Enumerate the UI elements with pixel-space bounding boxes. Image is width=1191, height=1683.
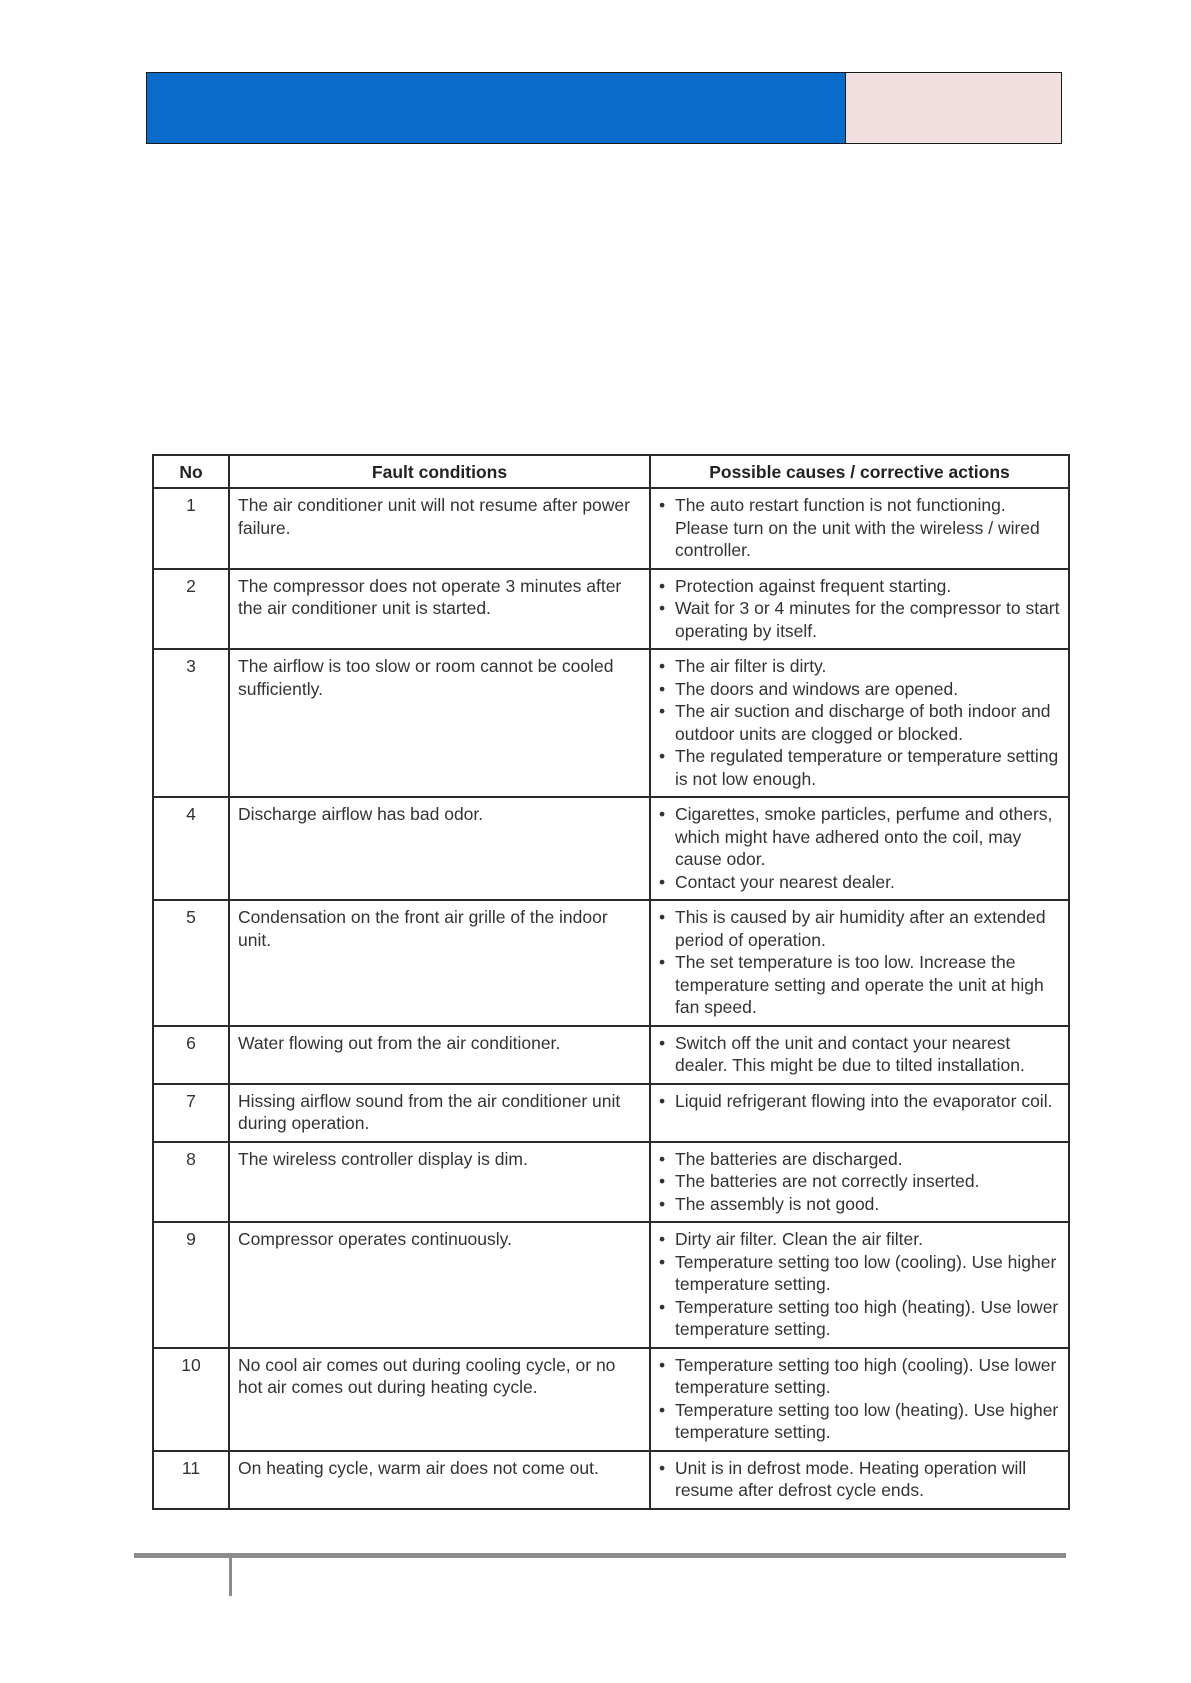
cause-list [657,1032,1062,1077]
header-no: No [153,455,229,488]
cause-item: • Wait for 3 or 4 minutes for the compressor to start operating by itself. [657,597,1062,642]
cause-list [657,803,1062,893]
footer-divider-tick [229,1556,232,1596]
cause-list [657,655,1062,790]
cause-item: • Temperature setting too low (heating). Use higher temperature setting. [657,1399,1062,1444]
cause-item: • The air filter is dirty. [657,655,1062,678]
cause-item: • Switch off the unit and contact your nearest dealer. This might be due to tilted installation. [657,1032,1062,1077]
row-number: 5 [153,900,229,1026]
possible-causes [650,1084,1069,1142]
possible-causes [650,1026,1069,1084]
cause-item: • Cigarettes, smoke particles, perfume and others, which might have adhered onto the coil, may cause odor. [657,803,1062,871]
fault-condition: The air conditioner unit will not resume after power failure. [229,488,650,569]
table-row [153,797,1069,900]
fault-condition: The wireless controller display is dim. [229,1142,650,1223]
fault-condition: Compressor operates continuously. [229,1222,650,1348]
header-pink-block [846,73,1061,143]
table-row [153,1451,1069,1509]
table-row [153,1348,1069,1451]
row-number: 8 [153,1142,229,1223]
cause-item: • Unit is in defrost mode. Heating operation will resume after defrost cycle ends. [657,1457,1062,1502]
row-number: 7 [153,1084,229,1142]
possible-causes [650,1451,1069,1509]
cause-list [657,1228,1062,1341]
page-header-bar [146,72,1062,144]
header-possible-causes: Possible causes / corrective actions [650,455,1069,488]
possible-causes [650,569,1069,650]
row-number: 3 [153,649,229,797]
possible-causes [650,1142,1069,1223]
table-header-row [153,455,1069,488]
row-number: 11 [153,1451,229,1509]
table-row [153,649,1069,797]
row-number: 9 [153,1222,229,1348]
fault-condition: On heating cycle, warm air does not come out. [229,1451,650,1509]
cause-item: • Liquid refrigerant flowing into the evaporator coil. [657,1090,1062,1113]
fault-condition: Water flowing out from the air conditioner. [229,1026,650,1084]
fault-condition: Discharge airflow has bad odor. [229,797,650,900]
cause-item: • Dirty air filter. Clean the air filter. [657,1228,1062,1251]
possible-causes [650,649,1069,797]
cause-item: • The regulated temperature or temperature setting is not low enough. [657,745,1062,790]
header-blue-block [147,73,846,143]
fault-condition: Hissing airflow sound from the air conditioner unit during operation. [229,1084,650,1142]
cause-item: • The assembly is not good. [657,1193,1062,1216]
header-fault-conditions: Fault conditions [229,455,650,488]
cause-item: • Contact your nearest dealer. [657,871,1062,894]
cause-item: • The air suction and discharge of both indoor and outdoor units are clogged or blocked. [657,700,1062,745]
cause-item: • The batteries are not correctly inserted. [657,1170,1062,1193]
cause-item: • The set temperature is too low. Increase the temperature setting and operate the unit at high fan speed. [657,951,1062,1019]
row-number: 10 [153,1348,229,1451]
cause-list [657,1457,1062,1502]
table-row [153,900,1069,1026]
cause-item: • Temperature setting too low (cooling). Use higher temperature setting. [657,1251,1062,1296]
possible-causes [650,1348,1069,1451]
cause-list [657,1090,1062,1113]
cause-item: • Temperature setting too high (cooling). Use lower temperature setting. [657,1354,1062,1399]
fault-condition: The compressor does not operate 3 minutes after the air conditioner unit is started. [229,569,650,650]
cause-item: • Protection against frequent starting. [657,575,1062,598]
table-row [153,1026,1069,1084]
table-body [153,488,1069,1509]
cause-item: • This is caused by air humidity after an extended period of operation. [657,906,1062,951]
possible-causes [650,900,1069,1026]
cause-list [657,906,1062,1019]
row-number: 4 [153,797,229,900]
footer-rule [134,1553,1066,1558]
table-row [153,1084,1069,1142]
cause-list [657,575,1062,643]
table-row [153,569,1069,650]
cause-list [657,1354,1062,1444]
possible-causes [650,1222,1069,1348]
cause-list [657,494,1062,562]
fault-condition: No cool air comes out during cooling cycle, or no hot air comes out during heating cycle. [229,1348,650,1451]
possible-causes [650,797,1069,900]
table-row [153,1142,1069,1223]
possible-causes [650,488,1069,569]
row-number: 6 [153,1026,229,1084]
row-number: 2 [153,569,229,650]
cause-list [657,1148,1062,1216]
troubleshooting-table [152,454,1070,1510]
cause-item: • The doors and windows are opened. [657,678,1062,701]
fault-condition: The airflow is too slow or room cannot be cooled sufficiently. [229,649,650,797]
table-row [153,488,1069,569]
cause-item: • Temperature setting too high (heating). Use lower temperature setting. [657,1296,1062,1341]
cause-item: • The batteries are discharged. [657,1148,1062,1171]
fault-condition: Condensation on the front air grille of the indoor unit. [229,900,650,1026]
cause-item: • The auto restart function is not functioning. Please turn on the unit with the wireless / wired controller. [657,494,1062,562]
row-number: 1 [153,488,229,569]
table-row [153,1222,1069,1348]
